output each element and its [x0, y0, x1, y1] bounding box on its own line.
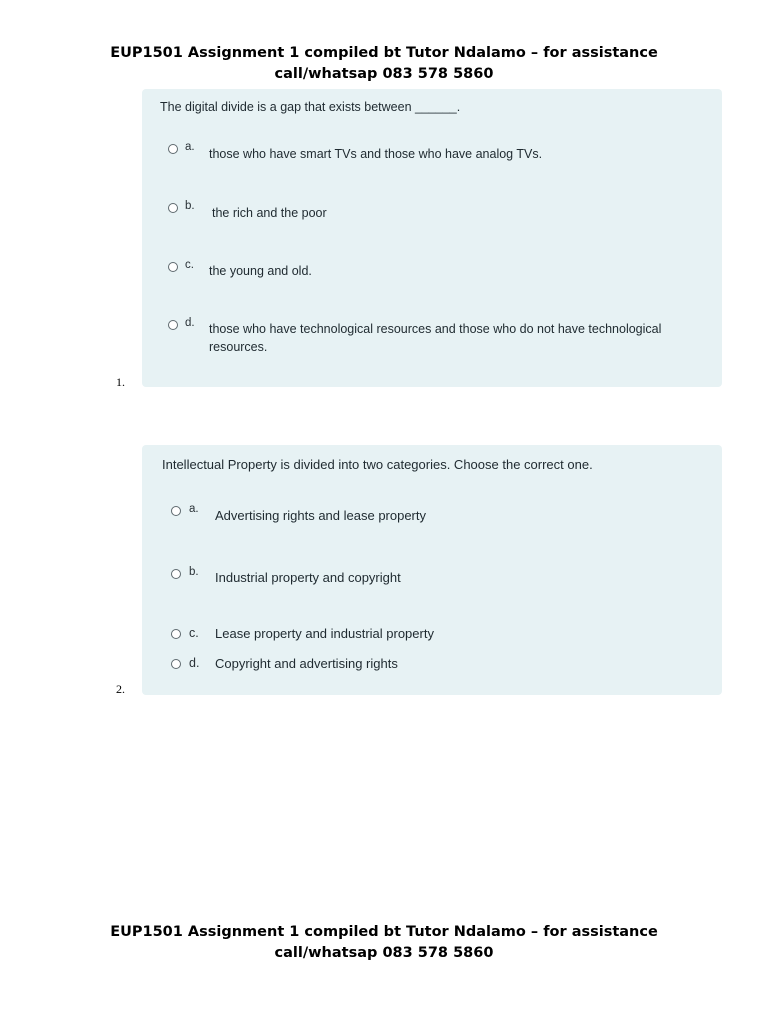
radio-button[interactable]	[168, 320, 178, 330]
option-text: Lease property and industrial property	[215, 626, 434, 641]
option-letter: a.	[189, 503, 199, 515]
option-letter: b.	[189, 566, 199, 578]
option-text: those who have smart TVs and those who have analog TVs.	[209, 147, 543, 161]
question-2-number: 2.	[116, 682, 125, 696]
question-1-number: 1.	[116, 375, 125, 389]
footer-line-1: EUP1501 Assignment 1 compiled bt Tutor Ndalamo – for assistance	[110, 924, 658, 940]
footer-line-2: call/whatsap 083 578 5860	[274, 945, 494, 961]
option-letter: c.	[185, 259, 194, 271]
option-text: the young and old.	[209, 264, 312, 278]
question-1-text: The digital divide is a gap that exists between ______.	[160, 100, 461, 114]
option-letter: d.	[185, 317, 195, 329]
radio-button[interactable]	[171, 506, 181, 516]
header-line-2: call/whatsap 083 578 5860	[274, 66, 494, 82]
option-letter: c.	[189, 626, 199, 640]
option-text: the rich and the poor	[212, 206, 327, 220]
question-2-text: Intellectual Property is divided into two categories. Choose the correct one.	[162, 457, 593, 472]
radio-button[interactable]	[168, 144, 178, 154]
option-text: Copyright and advertising rights	[215, 656, 398, 671]
radio-button[interactable]	[171, 629, 181, 639]
option-text: those who have technological resources and those who do not have technological resources.	[209, 322, 662, 354]
radio-button[interactable]	[171, 659, 181, 669]
option-letter: b.	[185, 200, 195, 212]
header-line-1: EUP1501 Assignment 1 compiled bt Tutor Ndalamo – for assistance	[110, 45, 658, 61]
option-letter: d.	[189, 656, 200, 670]
option-letter: a.	[185, 141, 195, 153]
page-header	[0, 43, 768, 85]
question-card-2	[142, 445, 722, 695]
option-text: Industrial property and copyright	[215, 570, 401, 585]
option-text: Advertising rights and lease property	[215, 508, 427, 523]
question-card-1	[142, 89, 722, 387]
radio-button[interactable]	[168, 262, 178, 272]
page-footer-header	[0, 922, 768, 964]
radio-button[interactable]	[168, 203, 178, 213]
radio-button[interactable]	[171, 569, 181, 579]
